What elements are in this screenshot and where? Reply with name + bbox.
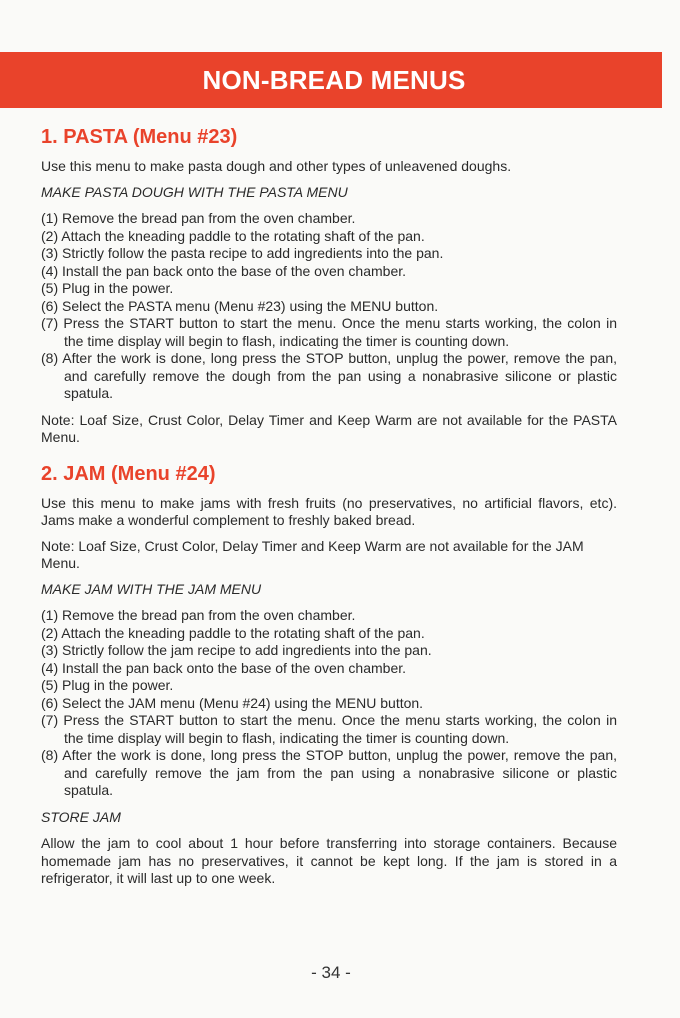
jam-subheading: MAKE JAM WITH THE JAM MENU	[41, 580, 262, 597]
list-item: (4) Install the pan back onto the base of the oven chamber.	[41, 659, 407, 676]
list-item: (7) Press the START button to start the menu. Once the menu starts working, the colon in the time display will begin to flash, indicating the timer is counting down.	[41, 712, 617, 746]
pasta-subheading: MAKE PASTA DOUGH WITH THE PASTA MENU	[41, 183, 348, 200]
jam-note: Note: Loaf Size, Crust Color, Delay Timer and Keep Warm are not available for the JAM Menu.	[41, 537, 584, 571]
pasta-note: Note: Loaf Size, Crust Color, Delay Timer and Keep Warm are not available for the PASTA Menu.	[41, 411, 617, 445]
jam-intro: Use this menu to make jams with fresh fruits (no preservatives, no artificial flavors, etc). Jams make a wonderful complement to freshly baked bread.	[41, 494, 617, 528]
list-item: (1) Remove the bread pan from the oven chamber.	[41, 607, 356, 623]
list-item: (6) Select the JAM menu (Menu #24) using the MENU button.	[41, 694, 424, 711]
page-number: - 34 -	[311, 963, 351, 982]
jam-heading: 2. JAM (Menu #24)	[41, 462, 216, 485]
jam-steps	[41, 607, 617, 800]
list-item: (5) Plug in the power.	[41, 280, 174, 296]
store-jam-subheading: STORE JAM	[41, 808, 121, 825]
list-item: (3) Strictly follow the pasta recipe to add ingredients into the pan.	[41, 245, 444, 261]
banner-title: NON-BREAD MENUS	[202, 64, 466, 95]
list-item: (5) Plug in the power.	[41, 677, 174, 693]
list-item: (8) After the work is done, long press the STOP button, unplug the power, remove the pan, and carefully remove the dough from the pan using a nonabrasive silicone or plastic spatula.	[41, 350, 617, 401]
list-item: (2) Attach the kneading paddle to the rotating shaft of the pan.	[41, 624, 425, 641]
jam-section	[41, 461, 617, 888]
list-item: (7) Press the START button to start the menu. Once the menu starts working, the colon in the time display will begin to flash, indicating the timer is counting down.	[41, 315, 617, 349]
page-content	[41, 124, 617, 896]
list-item: (1) Remove the bread pan from the oven chamber.	[41, 210, 356, 226]
list-item: (2) Attach the kneading paddle to the rotating shaft of the pan.	[41, 227, 425, 244]
section-banner	[0, 52, 662, 108]
pasta-intro: Use this menu to make pasta dough and other types of unleavened doughs.	[41, 158, 512, 174]
list-item: (8) After the work is done, long press the STOP button, unplug the power, remove the pan, and carefully remove the jam from the pan using a nonabrasive silicone or plastic spatula.	[41, 747, 617, 798]
pasta-heading: 1. PASTA (Menu #23)	[41, 126, 238, 148]
store-jam-text: Allow the jam to cool about 1 hour before transferring into storage containers. Because homemade jam has no preservatives, it cannot be kept long. If the jam is stored in a refrigerator, it will last up to one week.	[41, 835, 617, 886]
pasta-steps	[41, 210, 617, 403]
list-item: (3) Strictly follow the jam recipe to add ingredients into the pan.	[41, 642, 432, 658]
pasta-section	[41, 124, 617, 447]
list-item: (6) Select the PASTA menu (Menu #23) using the MENU button.	[41, 297, 439, 314]
list-item: (4) Install the pan back onto the base of the oven chamber.	[41, 262, 407, 279]
